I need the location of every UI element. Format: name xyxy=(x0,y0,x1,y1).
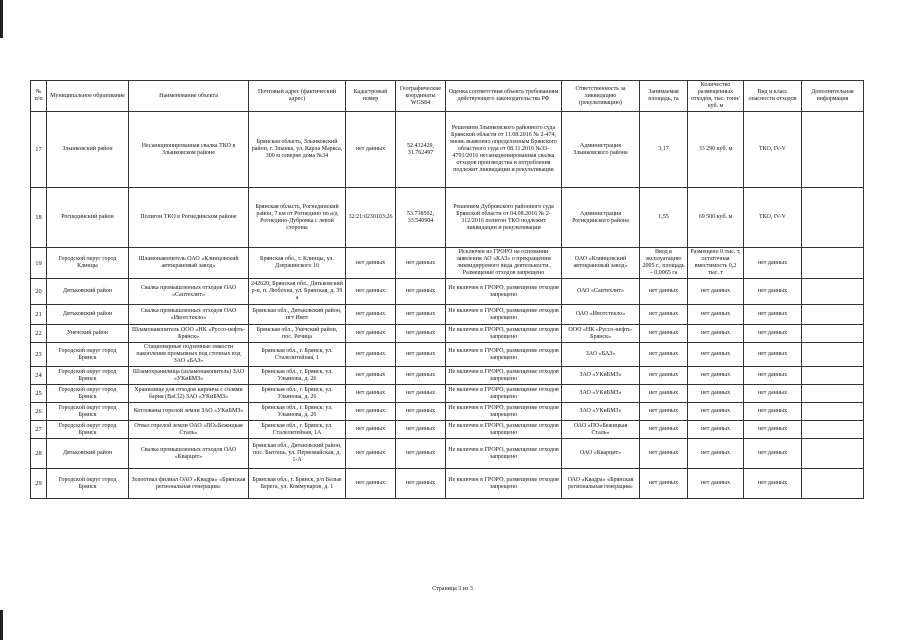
header-cell: Вид и класс опасности отходов xyxy=(744,81,802,112)
table-row xyxy=(31,279,864,305)
table-row xyxy=(31,188,864,248)
table-cell xyxy=(802,305,864,325)
header-cell: Муниципальное образование xyxy=(47,81,129,112)
table-cell: Шламохранилища (шламонакопитель) ЗАО «УКиБМЗ» xyxy=(129,367,249,385)
table-cell: нет данных xyxy=(346,385,396,403)
table-cell xyxy=(802,325,864,343)
table-cell: ОАО «Сантехлит» xyxy=(562,279,640,305)
page-edge-mark xyxy=(0,0,3,38)
table-cell: Котлованы горелой земли ЗАО «УКиБМЗ» xyxy=(129,403,249,421)
table-cell: 21 xyxy=(31,305,47,325)
table-cell: Дятьковский район xyxy=(47,439,129,469)
table-cell xyxy=(802,367,864,385)
table-row xyxy=(31,385,864,403)
table-cell: ОАО «Клинцовский автокрановый завод» xyxy=(562,248,640,279)
table-cell: нет данных xyxy=(396,248,446,279)
header-cell: Количество размещенных отходов, тыс. тонн/куб. м xyxy=(688,81,744,112)
table-cell: нет данных xyxy=(744,248,802,279)
table-cell: Дятьковский район xyxy=(47,279,129,305)
table-cell: нет данных xyxy=(744,367,802,385)
table-cell: Городской округ город Брянск xyxy=(47,367,129,385)
table-cell: Рогнединский район xyxy=(47,188,129,248)
table-cell: Стационарные подземные емкости накопления промывных вод сточных вод ЗАО «БАЗ» xyxy=(129,343,249,367)
table-cell: Полигон ТКО в Рогнединском районе xyxy=(129,188,249,248)
table-cell: нет данных xyxy=(688,343,744,367)
table-cell: Брянская обл., Дятьковский район, пос. Бытошь, ул. Первомайская, д. 1-А xyxy=(249,439,346,469)
table-cell: Исключен из ГРОРО на основании заявления АО «КАЗ» о прекращении ликвидируемого вида деятельности. Размещение отходов запрещено xyxy=(446,248,562,279)
header-cell: Оценка соответствия объекта требованиям действующего законодательства РФ xyxy=(446,81,562,112)
table-cell: 29 xyxy=(31,469,47,499)
table-cell xyxy=(802,279,864,305)
table-cell: нет данных xyxy=(640,385,688,403)
table-cell: Брянская область, Злынковский район, г. Злынка, ул. Карла Маркса, 300 м северне дома №34 xyxy=(249,112,346,188)
table-cell: Городской округ город Клинцы xyxy=(47,248,129,279)
table-cell: нет данных xyxy=(688,469,744,499)
header-cell: № п/п xyxy=(31,81,47,112)
table-cell: Злынковский район xyxy=(47,112,129,188)
table-cell: нет данных xyxy=(346,367,396,385)
table-cell: нет данных xyxy=(640,403,688,421)
table-cell: Не включен в ГРОРО, размещение отходов запрещено xyxy=(446,403,562,421)
table-cell: нет данных xyxy=(396,403,446,421)
table-cell: Не включен в ГРОРО, размещение отходов запрещено xyxy=(446,469,562,499)
table-cell: Брянская обл., Дятьковский район, пгт Ивот xyxy=(249,305,346,325)
table-cell: 33 290 куб. м xyxy=(688,112,744,188)
table-cell: Размещено 0 тыс. т, остаточная вместимость 0,2 тыс. т xyxy=(688,248,744,279)
table-cell: Брянская обл., г. Брянск, ул. Сталелитейная, 1А xyxy=(249,421,346,439)
table-cell: Брянская обл., г. Брянск, ул. Ульянова, д. 26 xyxy=(249,385,346,403)
table-cell: нет данных xyxy=(688,305,744,325)
table-cell: 53.738502, 33.540904 xyxy=(396,188,446,248)
table-cell: нет данных xyxy=(346,279,396,305)
table-cell: нет данных xyxy=(688,385,744,403)
table-row xyxy=(31,469,864,499)
table-cell: Ввод в эксплуатацию 2005 г., площадь – 0,0065 га xyxy=(640,248,688,279)
page-number: Страница 3 из 3 xyxy=(432,586,473,592)
table-cell: нет данных xyxy=(396,343,446,367)
table-cell: 24 xyxy=(31,367,47,385)
header-cell: Занимаемая площадь, га xyxy=(640,81,688,112)
table-cell: 69 500 куб. м xyxy=(688,188,744,248)
header-cell: Почтовый адрес (фактический адрес) xyxy=(249,81,346,112)
table-cell: 242620, Брянская обл., Дятьковский р-н, п. Любохна, ул. Брянская, д. 39 а xyxy=(249,279,346,305)
table-cell: Золоотвал филиал ОАО «Квадра» «Брянская региональная генерация» xyxy=(129,469,249,499)
table-cell: 19 xyxy=(31,248,47,279)
table-cell: 1,55 xyxy=(640,188,688,248)
table-cell: Решением Злынковского районного суда Брянской области от 11.08.2016 № 2-474, вновь выявлено определенным Брянского областного суда от 08.11.2016 №33-4791/2016 несанкционированная свалка отходов производства и потребления подлежит ликвидации и рекультивации xyxy=(446,112,562,188)
table-cell: нет данных xyxy=(640,305,688,325)
table-cell: нет данных xyxy=(640,367,688,385)
table-cell xyxy=(802,403,864,421)
table-row xyxy=(31,403,864,421)
table-cell: Городской округ город Брянск xyxy=(47,421,129,439)
header-cell: Кадастровый номер xyxy=(346,81,396,112)
table-cell: 3,17 xyxy=(640,112,688,188)
table-cell: нет данных xyxy=(640,439,688,469)
table-cell: 17 xyxy=(31,112,47,188)
table-cell: 32:21:0230103:26 xyxy=(346,188,396,248)
table-cell: ЗАО «БАЗ» xyxy=(562,343,640,367)
table-cell: 52.432429, 31.762497 xyxy=(396,112,446,188)
table-cell: Городской округ город Брянск xyxy=(47,403,129,421)
table-cell: нет данных xyxy=(640,279,688,305)
table-cell: Брянская обл., г. Брянск, ул. Сталелитейная, 1 xyxy=(249,343,346,367)
header-cell: Географические координаты WGS84 xyxy=(396,81,446,112)
table-cell: нет данных xyxy=(744,421,802,439)
table-cell: Администрация Злынковского района xyxy=(562,112,640,188)
table-cell: Брянская обл., г. Брянск, ул. Ульянова, д. 26 xyxy=(249,367,346,385)
table-row xyxy=(31,439,864,469)
table-cell: Брянская обл., г. Клинцы, ул. Дзержинского 10 xyxy=(249,248,346,279)
table-cell: 18 xyxy=(31,188,47,248)
table-cell: ОАО «Ивотстекло» xyxy=(562,305,640,325)
table-row xyxy=(31,367,864,385)
waste-sites-table xyxy=(30,80,864,499)
table-cell: нет данных xyxy=(744,343,802,367)
table-cell: нет данных xyxy=(346,325,396,343)
table-cell xyxy=(802,469,864,499)
table-cell: нет данных xyxy=(396,385,446,403)
table-cell: Не включен в ГРОРО, размещение отходов запрещено xyxy=(446,439,562,469)
table-cell: Брянская обл., г. Брянск, р/п Белые Берега, ул. Коммунаров, д. 1 xyxy=(249,469,346,499)
table-cell: нет данных xyxy=(396,279,446,305)
table-cell: Не включен в ГРОРО, размещение отходов запрещено xyxy=(446,385,562,403)
table-cell: нет данных xyxy=(396,367,446,385)
table-cell: нет данных xyxy=(688,279,744,305)
table-cell: нет данных xyxy=(744,439,802,469)
table-cell: Решением Дубровского районного суда Брянской области от 04.08.2016 № 2-312/2016 полигон ТКО подлежит ликвидации и рекультивации xyxy=(446,188,562,248)
table-cell: нет данных xyxy=(346,305,396,325)
table-cell: Администрация Рогнединского района xyxy=(562,188,640,248)
table-cell: нет данных xyxy=(640,343,688,367)
table-cell: нет данных xyxy=(744,305,802,325)
table-cell: нет данных xyxy=(346,112,396,188)
table-cell: нет данных xyxy=(640,325,688,343)
table-row xyxy=(31,248,864,279)
table-cell: ОАО «Кварцит» xyxy=(562,439,640,469)
table-cell: нет данных xyxy=(688,439,744,469)
table-cell: нет данных xyxy=(688,367,744,385)
table-cell: ТКО, IV-V xyxy=(744,188,802,248)
table-cell: Дятьковский район xyxy=(47,305,129,325)
table-row xyxy=(31,112,864,188)
table-row xyxy=(31,421,864,439)
table-cell: Городской округ город Брянск xyxy=(47,469,129,499)
table-cell: ЗАО «УКиБМЗ» xyxy=(562,403,640,421)
page-edge-mark xyxy=(0,610,3,640)
header-cell: Ответственность за ликвидацию (рекультивацию) xyxy=(562,81,640,112)
table-cell: нет данных xyxy=(346,439,396,469)
table-cell: Хранилище для отходов кирпича с солями бария (BaCl2) ЗАО «УКиБМЗ» xyxy=(129,385,249,403)
table-cell xyxy=(802,385,864,403)
table-row xyxy=(31,305,864,325)
table-cell: 28 xyxy=(31,439,47,469)
table-cell: Не включен в ГРОРО, размещение отходов запрещено xyxy=(446,325,562,343)
header-cell: Наименование объекта xyxy=(129,81,249,112)
table-cell xyxy=(802,248,864,279)
table-cell: Брянская обл., г. Брянск, ул. Ульянова, д. 26 xyxy=(249,403,346,421)
table-cell: Городской округ город Брянск xyxy=(47,343,129,367)
table-cell: Унечский район xyxy=(47,325,129,343)
table-cell: Не включен в ГРОРО, размещение отходов запрещено xyxy=(446,305,562,325)
table-cell: Свалка промышленных отходов ОАО «Кварцит» xyxy=(129,439,249,469)
table-cell: Свалка промышленных отходов ОАО «Ивотстекло» xyxy=(129,305,249,325)
table-cell: Шламонакопитель ООО «НК «Руссо-нефть-Брянск» xyxy=(129,325,249,343)
table-cell: нет данных xyxy=(346,248,396,279)
table-cell: нет данных xyxy=(396,439,446,469)
table-cell: 26 xyxy=(31,403,47,421)
table-cell: ЗАО «УКиБМЗ» xyxy=(562,367,640,385)
table-cell: Брянская область, Рогнединский район, 7 км от Рогнедино по а/д Рогнедино-Дубровка с левой стороны xyxy=(249,188,346,248)
table-cell xyxy=(802,343,864,367)
table-cell: нет данных xyxy=(640,421,688,439)
table-cell: Не включен в ГРОРО, размещение отходов запрещено xyxy=(446,343,562,367)
table-cell: Не включен в ГРОРО, размещение отходов запрещено xyxy=(446,421,562,439)
table-cell xyxy=(802,421,864,439)
table-cell xyxy=(802,439,864,469)
table-cell xyxy=(802,188,864,248)
table-cell: нет данных xyxy=(396,469,446,499)
table-cell xyxy=(802,112,864,188)
table-cell: нет данных xyxy=(688,325,744,343)
table-cell: 22 xyxy=(31,325,47,343)
table-cell: ОАО «ПО«Бежицкая Сталь» xyxy=(562,421,640,439)
table-cell: Брянская обл., Унечский район, пос. Речица xyxy=(249,325,346,343)
table-cell: нет данных xyxy=(744,403,802,421)
table-cell: нет данных xyxy=(640,469,688,499)
table-cell: нет данных xyxy=(346,421,396,439)
table-cell: нет данных xyxy=(744,469,802,499)
table-cell: 23 xyxy=(31,343,47,367)
header-row xyxy=(31,81,864,112)
table-cell: 20 xyxy=(31,279,47,305)
table-cell: Отвал горелой земли ОАО «ПО«Бежицкая Сталь» xyxy=(129,421,249,439)
table-cell: нет данных xyxy=(396,421,446,439)
table-cell: 27 xyxy=(31,421,47,439)
table-cell: нет данных xyxy=(396,305,446,325)
table-cell: ЗАО «УКиБМЗ» xyxy=(562,385,640,403)
table-cell: Несанкционированная свалка ТКО в Злынковском районе xyxy=(129,112,249,188)
table-cell: нет данных xyxy=(346,403,396,421)
table-cell: нет данных xyxy=(396,325,446,343)
table-cell: ОАО «Квадра» «Брянская региональная генерация» xyxy=(562,469,640,499)
table-cell: Не включен в ГРОРО, размещение отходов запрещено xyxy=(446,279,562,305)
table-cell: Городской округ город Брянск xyxy=(47,385,129,403)
table-cell: ООО «НК «Руссо-нефть-Брянск» xyxy=(562,325,640,343)
table-cell: Свалка промышленных отходов ОАО «Сантехлит» xyxy=(129,279,249,305)
table-cell: Не включен в ГРОРО, размещение отходов запрещено xyxy=(446,367,562,385)
table-row xyxy=(31,343,864,367)
table-row xyxy=(31,325,864,343)
table-cell: нет данных xyxy=(688,403,744,421)
table-cell: нет данных xyxy=(744,279,802,305)
table-cell: нет данных xyxy=(346,343,396,367)
table-cell: нет данных xyxy=(744,325,802,343)
table-cell: нет данных xyxy=(744,385,802,403)
table-cell: нет данных xyxy=(688,421,744,439)
header-cell: Дополнительная информация xyxy=(802,81,864,112)
table-cell: нет данных xyxy=(346,469,396,499)
table-cell: ТКО, IV-V xyxy=(744,112,802,188)
table-cell: 25 xyxy=(31,385,47,403)
table-cell: Шламонакопитель ОАО «Клинцовский автокрановый завод» xyxy=(129,248,249,279)
